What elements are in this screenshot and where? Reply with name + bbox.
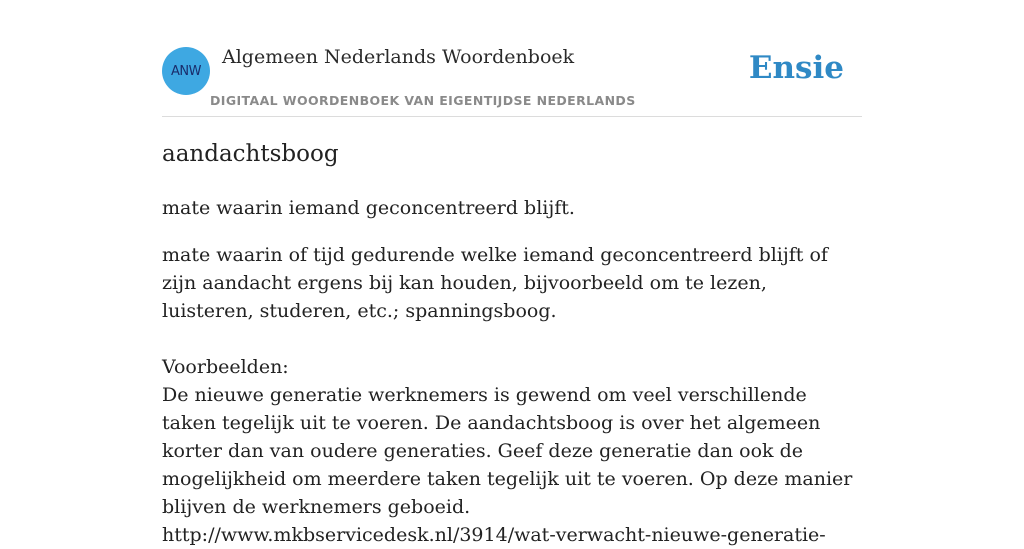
anw-logo[interactable]: ANW [162, 47, 210, 95]
long-definition: mate waarin of tijd gedurende welke iemand geconcentreerd blijft of zijn aandacht ergens bij kan houden, bijvoorbeeld om te lezen, luisteren, studeren, etc.; spanningsboog. [162, 244, 828, 322]
example-text: De nieuwe generatie werknemers is gewend om veel verschillende taken tegelijk uit te voeren. De aandachtsboog is over het algemeen korter dan van oudere generaties. Geef deze generatie dan ook de mogelijkheid om meerdere taken tegelijk uit te voeren. Op deze manier blijven de werknemers geboeid. http://www.mkbservicedesk.nl/3914/wat-verwacht-nieuwe-generatie- [162, 384, 853, 546]
source-header [162, 40, 862, 117]
short-definition: mate waarin iemand geconcentreerd blijft. [162, 197, 575, 219]
entry-word: aandachtsboog [162, 141, 339, 167]
examples-label: Voorbeelden: [162, 356, 289, 378]
ensie-logo[interactable]: Ensie [748, 50, 844, 86]
entry-content [162, 138, 862, 549]
source-title[interactable]: Algemeen Nederlands Woordenboek [222, 46, 575, 68]
source-subtitle: DIGITAAL WOORDENBOEK VAN EIGENTIJDSE NEDERLANDS [210, 93, 636, 108]
